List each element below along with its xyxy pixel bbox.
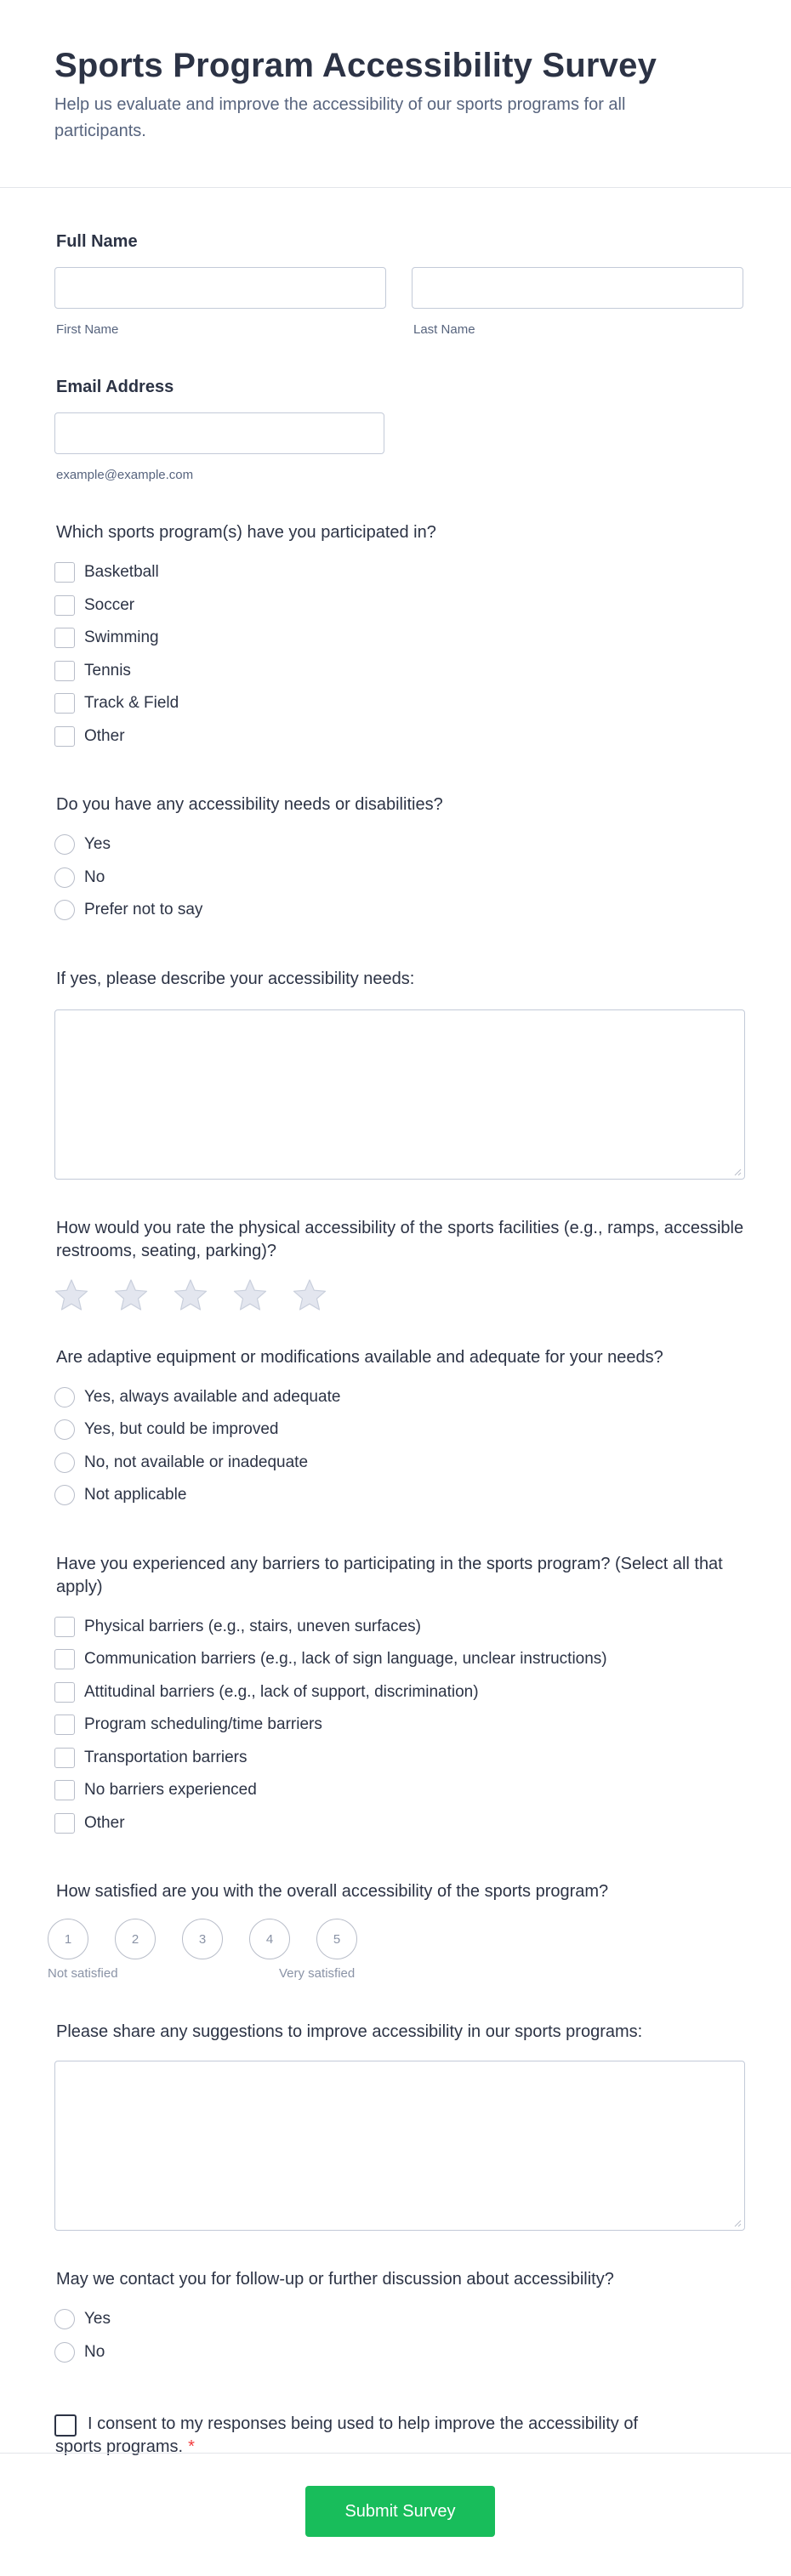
equipment-question — [54, 1312, 745, 1512]
star-icon[interactable] — [114, 1278, 148, 1312]
programs-options — [54, 556, 745, 753]
email-question — [54, 337, 745, 482]
barriers-option[interactable] — [54, 1676, 745, 1709]
checkbox[interactable] — [54, 1813, 75, 1834]
barriers-options — [54, 1611, 745, 1840]
full-name-label: Full Name — [56, 232, 138, 251]
barriers-option[interactable] — [54, 1742, 745, 1775]
suggestions-label: Please share any suggestions to improve accessibility in our sports programs: — [56, 2022, 643, 2041]
programs-option[interactable] — [54, 556, 745, 589]
scale-low-label: Not satisfied — [48, 1966, 118, 1981]
suggestions-textarea[interactable] — [54, 2061, 745, 2231]
needs-label: Do you have any accessibility needs or disabilities? — [56, 795, 443, 814]
checkbox[interactable] — [54, 726, 75, 747]
radio-button[interactable] — [54, 2342, 75, 2363]
last-name-sublabel: Last Name — [413, 322, 475, 337]
barriers-option[interactable] — [54, 1611, 745, 1644]
barriers-question — [54, 1512, 745, 1840]
form-footer — [0, 2453, 791, 2576]
star-icon[interactable] — [54, 1278, 88, 1312]
radio-button[interactable] — [54, 900, 75, 920]
resize-grip-icon[interactable] — [733, 1168, 742, 1176]
scale-high-label: Very satisfied — [279, 1966, 356, 1981]
programs-option[interactable] — [54, 622, 745, 655]
consent-text: I consent to my responses being used to help improve the accessibility of sports programs. — [55, 2414, 639, 2456]
checkbox[interactable] — [54, 1682, 75, 1703]
satisfaction-label: How satisfied are you with the overall accessibility of the sports program? — [56, 1882, 609, 1901]
equipment-option[interactable] — [54, 1479, 745, 1512]
programs-question — [54, 482, 745, 753]
scale-option[interactable]: 2 — [115, 1919, 156, 1959]
resize-grip-icon[interactable] — [733, 2219, 742, 2227]
rating-label: How would you rate the physical accessibility of the sports facilities (e.g., ramps, accessible restrooms, seating, parking)? — [56, 1218, 744, 1260]
star-icon[interactable] — [293, 1278, 327, 1312]
checkbox[interactable] — [54, 628, 75, 648]
option-label: Soccer — [84, 595, 135, 614]
programs-option[interactable] — [54, 589, 745, 623]
equipment-option[interactable] — [54, 1381, 745, 1414]
programs-option[interactable] — [54, 687, 745, 720]
rating-question — [54, 1180, 745, 1312]
radio-button[interactable] — [54, 1387, 75, 1407]
star-icon[interactable] — [233, 1278, 267, 1312]
equipment-option[interactable] — [54, 1447, 745, 1480]
required-mark: * — [188, 2437, 195, 2456]
equipment-option[interactable] — [54, 1413, 745, 1447]
needs-option[interactable] — [54, 828, 745, 862]
checkbox[interactable] — [54, 562, 75, 583]
describe-label: If yes, please describe your accessibility needs: — [56, 969, 415, 988]
option-label: Yes, always available and adequate — [84, 1387, 341, 1406]
programs-label: Which sports program(s) have you participated in? — [56, 523, 436, 542]
radio-button[interactable] — [54, 1485, 75, 1505]
option-label: Yes, but could be improved — [84, 1420, 279, 1439]
radio-button[interactable] — [54, 2309, 75, 2329]
radio-button[interactable] — [54, 834, 75, 855]
first-name-sublabel: First Name — [56, 322, 119, 337]
checkbox[interactable] — [54, 693, 75, 714]
describe-question — [54, 927, 745, 1180]
describe-textarea[interactable] — [54, 1009, 745, 1180]
radio-button[interactable] — [54, 1453, 75, 1473]
checkbox[interactable] — [54, 595, 75, 616]
option-label: Basketball — [84, 563, 159, 582]
option-label: Not applicable — [84, 1486, 187, 1504]
barriers-label: Have you experienced any barriers to participating in the sports program? (Select all that apply) — [56, 1554, 723, 1596]
followup-label: May we contact you for follow-up or further discussion about accessibility? — [56, 2270, 614, 2289]
barriers-option[interactable] — [54, 1643, 745, 1676]
email-label: Email Address — [56, 378, 174, 396]
option-label: Other — [84, 1813, 125, 1832]
barriers-option[interactable] — [54, 1774, 745, 1807]
suggestions-question — [54, 1987, 745, 2231]
page-description: Help us evaluate and improve the accessibility of our sports programs for all participants. — [54, 95, 626, 140]
option-label: Other — [84, 726, 125, 745]
checkbox[interactable] — [54, 1649, 75, 1669]
star-icon[interactable] — [174, 1278, 208, 1312]
option-label: Transportation barriers — [84, 1748, 248, 1766]
survey-form — [0, 188, 791, 2459]
barriers-option[interactable] — [54, 1807, 745, 1840]
email-input[interactable] — [54, 412, 384, 454]
submit-button[interactable]: Submit Survey — [305, 2486, 495, 2537]
option-label: No, not available or inadequate — [84, 1453, 309, 1471]
consent-row — [54, 2368, 745, 2459]
radio-button[interactable] — [54, 1419, 75, 1440]
option-label: Yes — [84, 835, 111, 854]
option-label: Prefer not to say — [84, 901, 203, 919]
equipment-options — [54, 1381, 745, 1512]
satisfaction-scale — [48, 1919, 745, 1959]
option-label: Swimming — [84, 628, 159, 647]
option-label: No barriers experienced — [84, 1781, 257, 1800]
followup-option[interactable] — [54, 2336, 745, 2369]
option-label: Yes — [84, 2310, 111, 2329]
form-header — [0, 0, 791, 188]
email-sublabel: example@example.com — [56, 468, 194, 482]
page-title: Sports Program Accessibility Survey — [54, 47, 657, 84]
needs-option[interactable] — [54, 862, 745, 895]
star-rating — [54, 1278, 745, 1312]
programs-option[interactable] — [54, 720, 745, 753]
option-label: Program scheduling/time barriers — [84, 1715, 322, 1734]
equipment-label: Are adaptive equipment or modifications available and adequate for your needs? — [56, 1347, 663, 1367]
radio-button[interactable] — [54, 867, 75, 888]
option-label: No — [84, 867, 105, 886]
scale-option[interactable]: 1 — [48, 1919, 88, 1959]
needs-options — [54, 828, 745, 927]
checkbox[interactable] — [54, 1617, 75, 1637]
followup-options — [54, 2303, 745, 2368]
followup-option[interactable] — [54, 2303, 745, 2336]
barriers-option[interactable] — [54, 1709, 745, 1742]
scale-option[interactable]: 3 — [182, 1919, 223, 1959]
option-label: Track & Field — [84, 694, 179, 713]
option-label: Tennis — [84, 661, 131, 680]
programs-option[interactable] — [54, 655, 745, 688]
checkbox[interactable] — [54, 1714, 75, 1735]
first-name-input[interactable] — [54, 267, 386, 309]
needs-option[interactable] — [54, 894, 745, 927]
option-label: Physical barriers (e.g., stairs, uneven surfaces) — [84, 1617, 421, 1635]
scale-option[interactable]: 4 — [249, 1919, 290, 1959]
satisfaction-question — [48, 1840, 745, 1987]
followup-question — [54, 2231, 745, 2368]
full-name-question — [54, 188, 745, 337]
last-name-input[interactable] — [412, 267, 743, 309]
option-label: Communication barriers (e.g., lack of sign language, unclear instructions) — [84, 1650, 607, 1669]
scale-option[interactable]: 5 — [316, 1919, 357, 1959]
option-label: No — [84, 2342, 105, 2361]
checkbox[interactable] — [54, 661, 75, 681]
checkbox[interactable] — [54, 1780, 75, 1800]
checkbox[interactable] — [54, 1748, 75, 1768]
needs-question — [54, 753, 745, 927]
option-label: Attitudinal barriers (e.g., lack of support, discrimination) — [84, 1682, 479, 1701]
